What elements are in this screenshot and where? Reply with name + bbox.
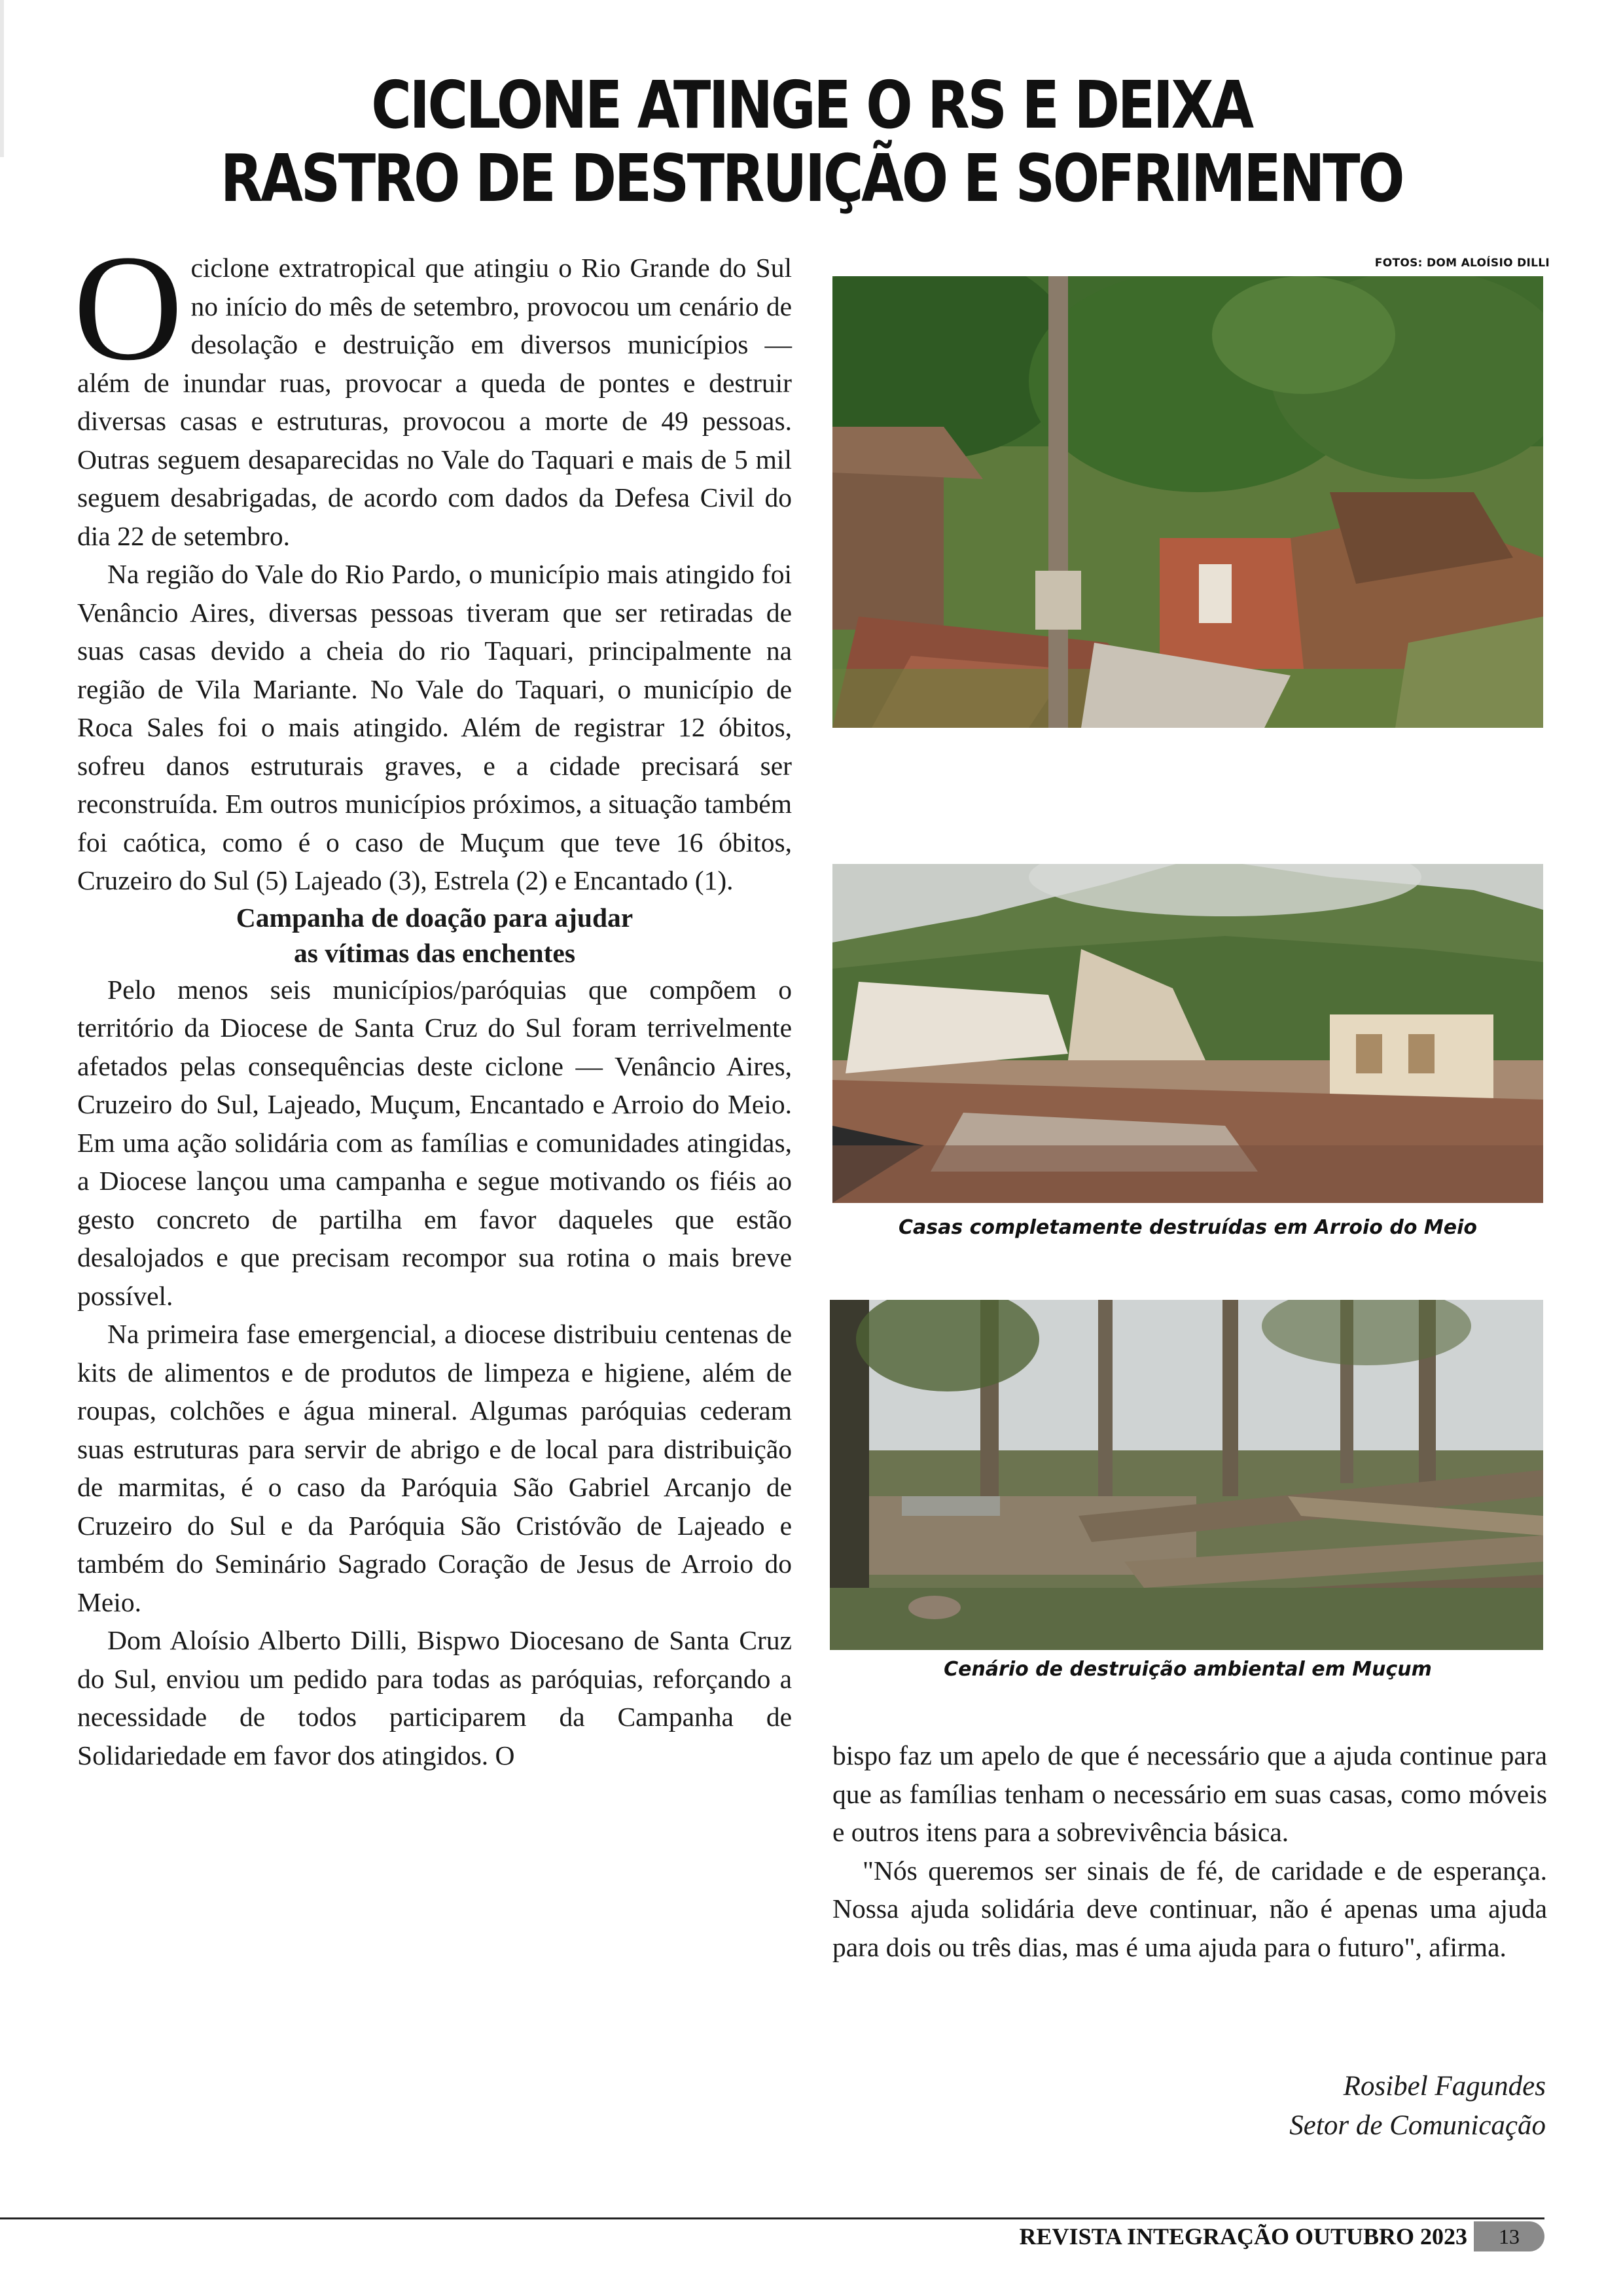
photo-arroio-do-meio-image [832, 864, 1543, 1203]
footer-rule [0, 2217, 1544, 2219]
title-line-1: CICLONE ATINGE O RS E DEIXA [371, 67, 1252, 143]
left-column [73, 224, 792, 1774]
photo-destroyed-houses [832, 276, 1543, 728]
photo-credit: FOTOS: DOM ALOÍSIO DILLI [1374, 257, 1550, 270]
author-signature [1289, 2067, 1546, 2145]
paragraph-2: Na região do Vale do Rio Pardo, o município mais atingido foi Venâncio Aires, diversas pessoas tiveram que ser retiradas de suas casas devido a cheia do rio Taquari, principalmente na região de Vila Mariante. No Vale do Taquari, o município de Roca Sales foi o mais atingido. Além de registrar 12 óbitos, sofreu danos estruturais graves, e a cidade precisará ser reconstruída. Em outros municípios próximos, a situação também foi caótica, como é o caso de Muçum que teve 16 óbitos, Cruzeiro do Sul (5) Lajeado (3), Estrela (2) e Encantado (1). [77, 559, 792, 895]
paragraph-1 [73, 224, 792, 555]
subheading-line-2: as vítimas das enchentes [294, 937, 575, 968]
paragraph-7: "Nós queremos ser sinais de fé, de caridade e de esperança. Nossa ajuda solidária deve continuar, não é apenas uma ajuda para dois ou três dias, mas é uma ajuda para o futuro", afirma. [832, 1855, 1547, 1962]
paragraph-3: Pelo menos seis municípios/paróquias que compõem o território da Diocese de Santa Cruz do Sul foram terrivelmente afetados pelas consequências deste ciclone — Venâncio Aires, Cruzeiro do Sul, Lajeado, Muçum, Encantado e Arroio do Meio. Em uma ação solidária com as famílias e comunidades atingidas, a Diocese lançou uma campanha e segue motivando os fiéis ao gesto concreto de partilha em favor daqueles que estão desalojados e que precisam recompor sua rotina o mais breve possível. [77, 974, 792, 1311]
caption-mucum: Cenário de destruição ambiental em Muçum [944, 1658, 1432, 1681]
paragraph-4: Na primeira fase emergencial, a diocese distribuiu centenas de kits de alimentos e de produtos de limpeza e higiene, além de roupas, colchões e água mineral. Algumas paróquias cederam suas estruturas para servir de abrigo e de local para distribuição de marmitas, é o caso da Paróquia São Gabriel Arcanjo de Cruzeiro do Sul e da Paróquia São Cristóvão de Lajeado e também do Seminário Sagrado Coração de Jesus de Arroio do Meio. [77, 1319, 792, 1617]
photo-mucum-image [830, 1300, 1543, 1650]
subheading-line-1: Campanha de doação para ajudar [236, 902, 633, 933]
right-column [832, 1736, 1547, 1966]
paragraph-6: bispo faz um apelo de que é necessário que a ajuda continue para que as famílias tenham o necessário em suas casas, como móveis e outros itens para a sobrevivência básica. [832, 1740, 1547, 1847]
paragraph-1-text: ciclone extratropical que atingiu o Rio Grande do Sul no início do mês de setembro, provocou um cenário de desolação e destruição em diversos municípios — além de inundar ruas, provocar a queda de pontes e destruir diversas casas e estruturas, provocou a morte de 49 pessoas. Outras seguem desaparecidas no Vale do Taquari e mais de 5 mil seguem desabrigadas, de acordo com dados da Defesa Civil do dia 22 de setembro. [77, 253, 792, 551]
photo-arroio-do-meio [832, 864, 1543, 1203]
author-name: Rosibel Fagundes [1343, 2071, 1546, 2102]
article-title [207, 69, 1416, 215]
drop-cap: O [73, 224, 183, 392]
caption-arroio-do-meio: Casas completamente destruídas em Arroio do Meio [898, 1216, 1477, 1239]
paragraph-5: Dom Aloísio Alberto Dilli, Bispwo Diocesano de Santa Cruz do Sul, enviou um pedido para todas as paróquias, reforçando a necessidade de todos participarem da Campanha de Solidariedade em favor dos atingidos. O [77, 1625, 792, 1770]
footer-publication: REVISTA INTEGRAÇÃO OUTUBRO 2023 [1019, 2223, 1467, 2250]
page-number: 13 [1474, 2221, 1544, 2251]
photo-destroyed-houses-image [832, 276, 1543, 728]
photo-mucum [830, 1300, 1543, 1650]
author-department: Setor de Comunicação [1289, 2110, 1546, 2141]
page-edge-mark [0, 0, 4, 157]
section-subheading [77, 900, 792, 971]
title-line-2: RASTRO DE DESTRUIÇÃO E SOFRIMENTO [220, 140, 1403, 217]
